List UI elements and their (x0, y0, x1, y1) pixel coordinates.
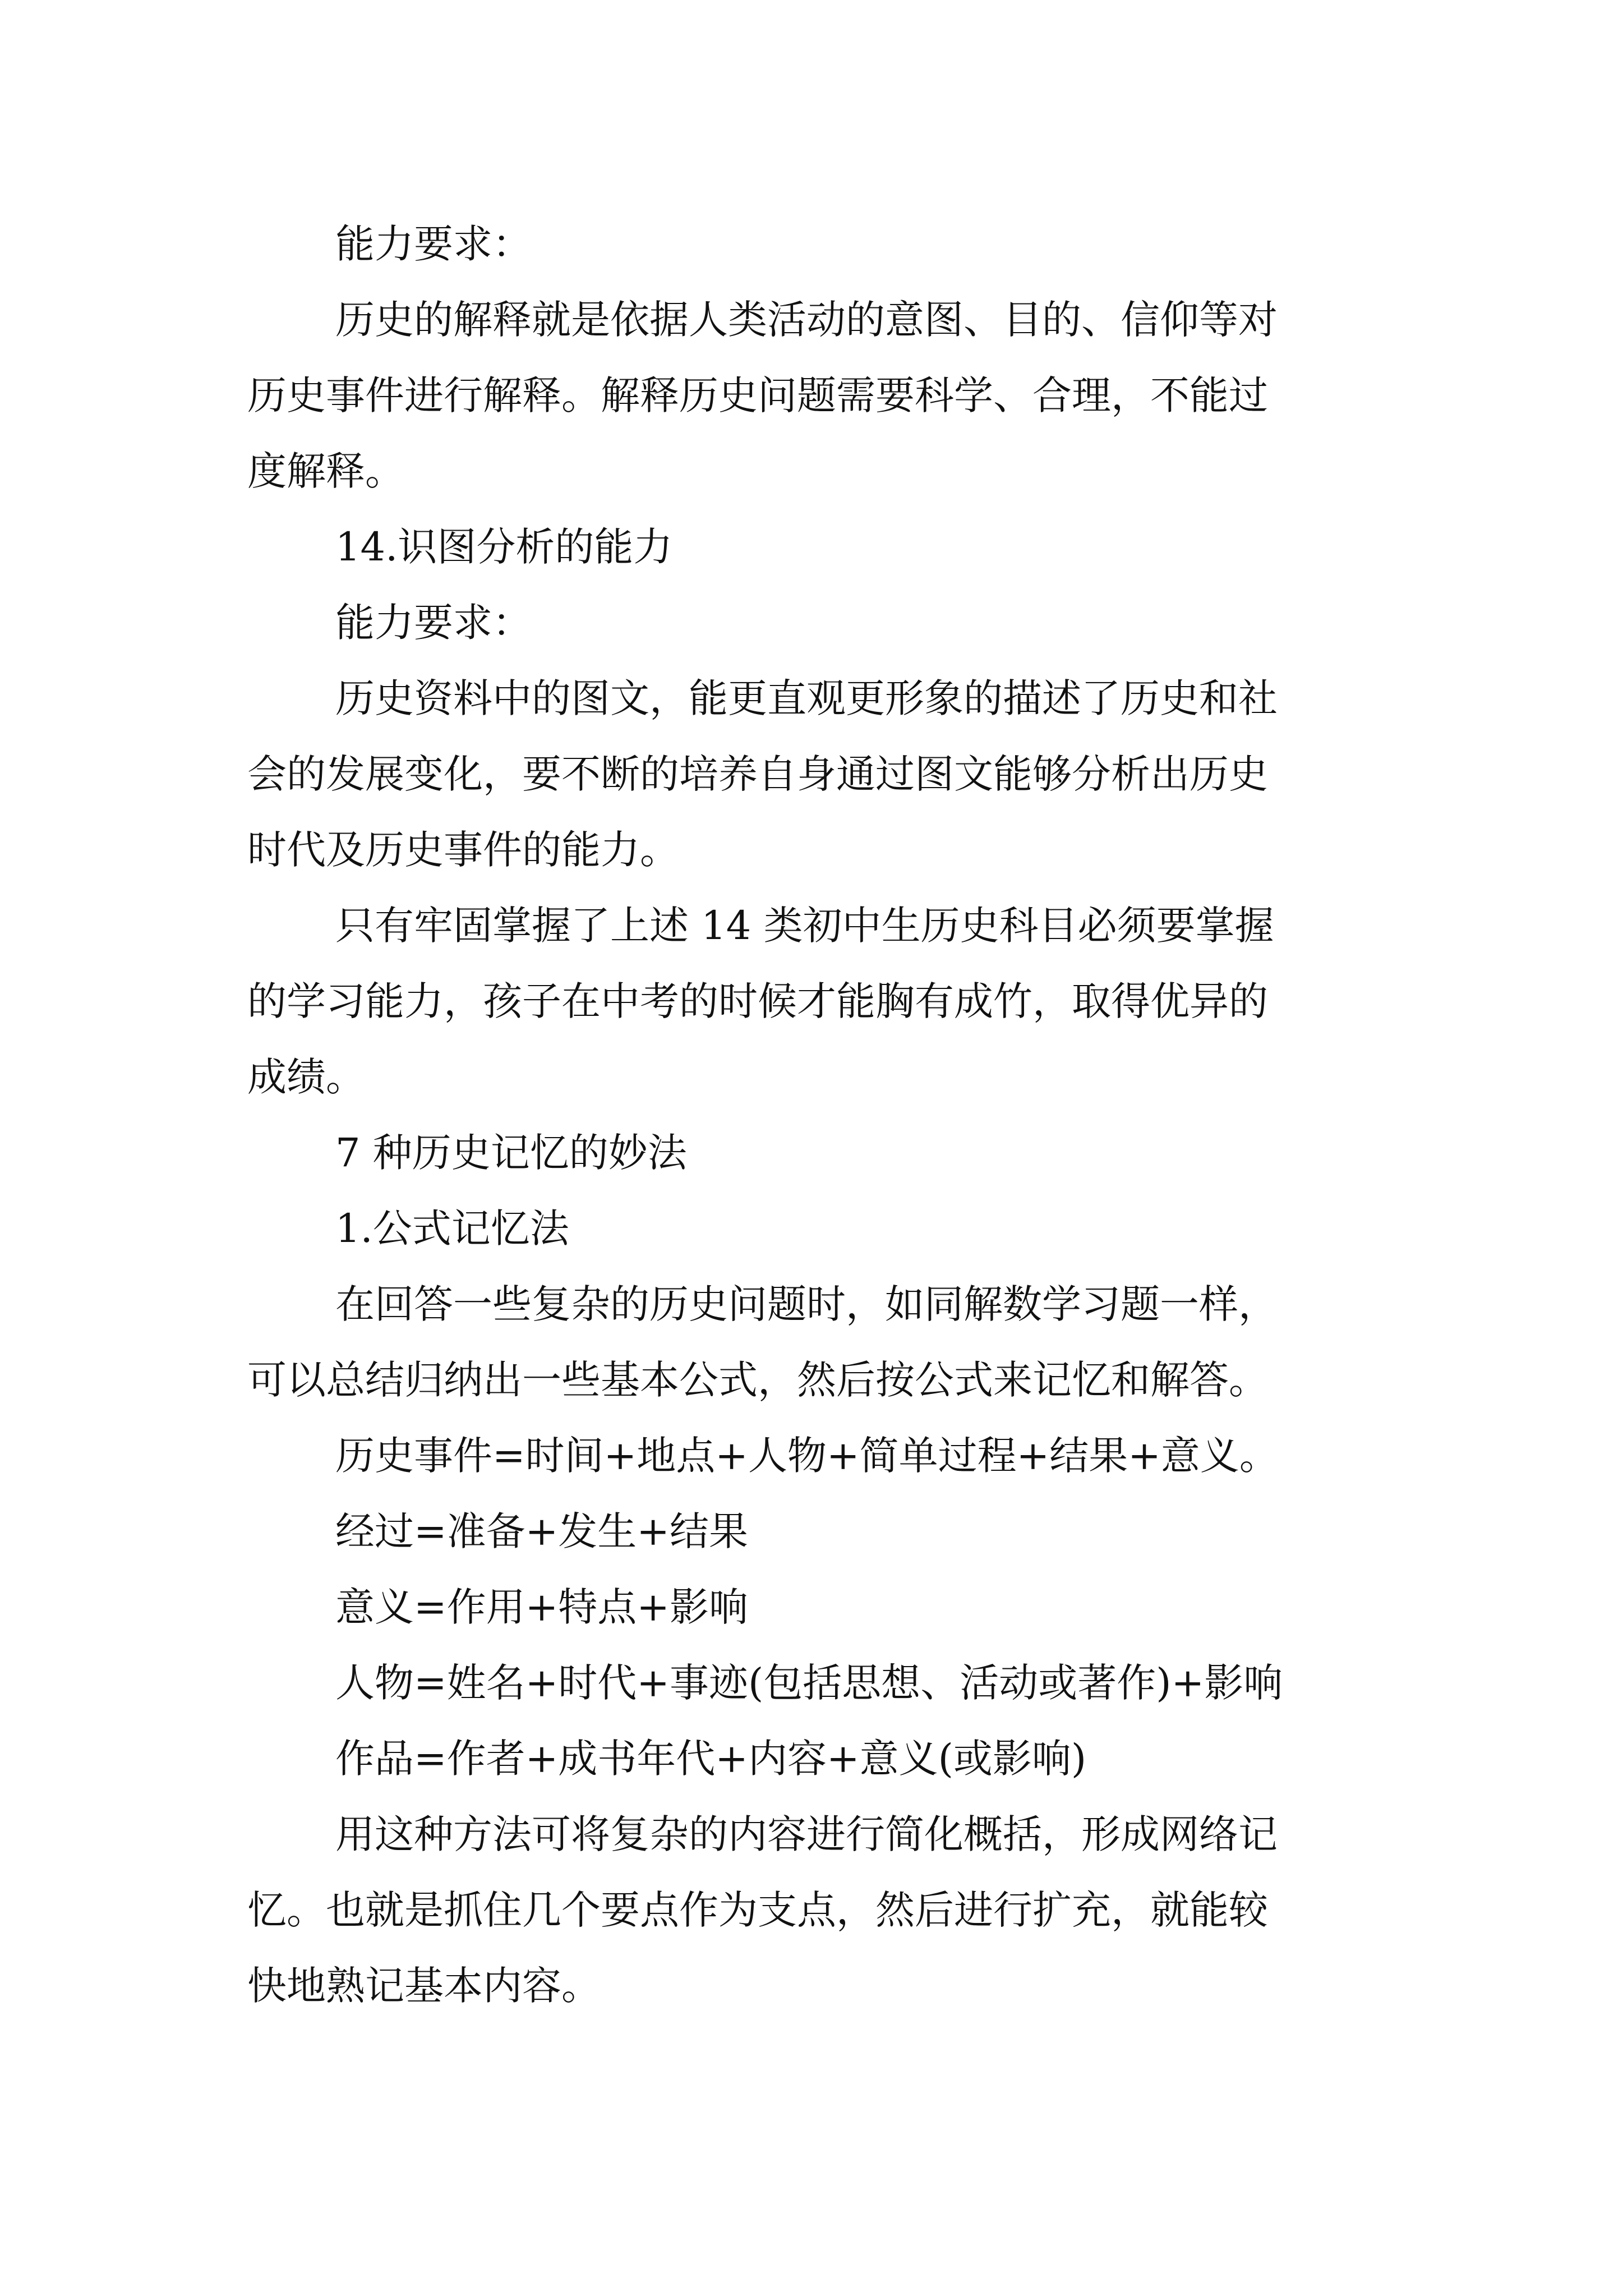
text-line: 时代及历史事件的能力。 (247, 827, 679, 873)
formula-line: 意义=作用+特点+影响 (335, 1584, 748, 1630)
text-line: 忆。也就是抓住几个要点作为支点，然后进行扩充，就能较 (247, 1887, 1268, 1933)
text-line: 快地熟记基本内容。 (247, 1963, 601, 2009)
text-line: 历史事件进行解释。解释历史问题需要科学、合理，不能过 (247, 372, 1268, 418)
text-line: 的学习能力，孩子在中考的时候才能胸有成竹，取得优异的 (247, 978, 1268, 1024)
text-line: 能力要求： (335, 600, 532, 646)
section-heading: 14.识图分析的能力 (335, 524, 673, 570)
formula-line: 作品=作者+成书年代+内容+意义(或影响) (335, 1736, 1087, 1782)
text-line: 历史的解释就是依据人类活动的意图、目的、信仰等对 (335, 297, 1278, 343)
text-line: 在回答一些复杂的历史问题时，如同解数学习题一样， (335, 1281, 1278, 1327)
text-line: 用这种方法可将复杂的内容进行简化概括，形成网络记 (335, 1811, 1278, 1857)
text-line: 只有牢固掌握了上述 14 类初中生历史科目必须要掌握 (335, 903, 1274, 949)
text-line: 可以总结归纳出一些基本公式，然后按公式来记忆和解答。 (247, 1357, 1268, 1403)
formula-line: 历史事件=时间+地点+人物+简单过程+结果+意义。 (335, 1433, 1279, 1479)
formula-line: 经过=准备+发生+结果 (335, 1508, 748, 1554)
formula-line: 人物=姓名+时代+事迹(包括思想、活动或著作)+影响 (335, 1660, 1283, 1706)
section-heading: 7 种历史记忆的妙法 (335, 1130, 687, 1176)
text-line: 会的发展变化，要不断的培养自身通过图文能够分析出历史 (247, 751, 1268, 797)
text-line: 历史资料中的图文，能更直观更形象的描述了历史和社 (335, 675, 1278, 721)
text-line: 度解释。 (247, 448, 404, 494)
section-heading: 1.公式记忆法 (335, 1205, 569, 1251)
text-line: 成绩。 (247, 1054, 365, 1100)
text-line: 能力要求： (335, 221, 532, 267)
